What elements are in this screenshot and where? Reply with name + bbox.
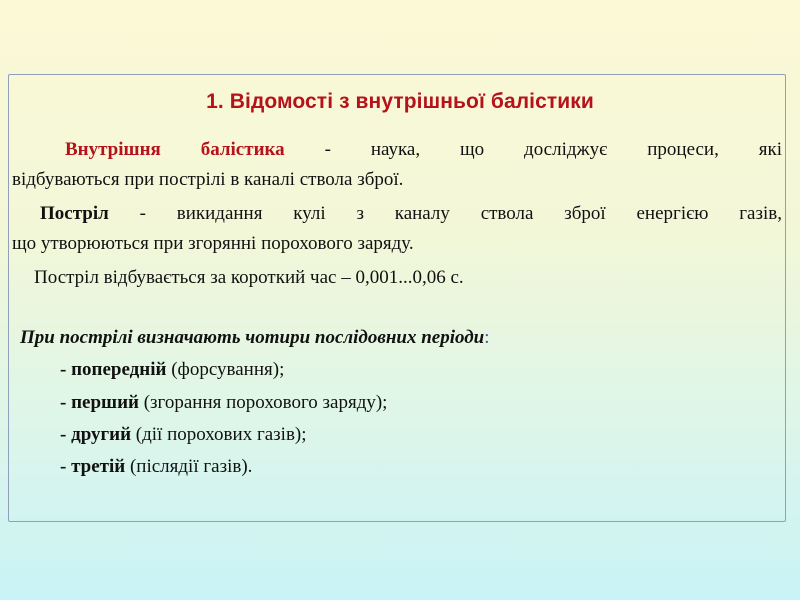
period-term: - третій xyxy=(60,456,126,477)
period-desc: (післядії газів). xyxy=(125,456,253,477)
p1-line1 xyxy=(12,136,782,164)
p2-line1-text: - викидання кулі з каналу ствола зброї енергією газів, xyxy=(108,203,782,224)
period-term: - другий xyxy=(60,424,132,445)
list-item xyxy=(12,421,782,449)
periods-heading-text: При пострілі визначають чотири послідовних періоди xyxy=(20,327,485,348)
period-term: - перший xyxy=(60,392,139,413)
periods-heading-colon: : xyxy=(484,327,490,348)
p1-line1-text: - наука, що досліджує процеси, які xyxy=(284,139,782,160)
list-item xyxy=(12,356,782,384)
periods-heading xyxy=(12,324,782,352)
p2-line2: що утворюються при згорянні порохового заряду. xyxy=(12,233,414,254)
term-internal-ballistics: Внутрішня балістика xyxy=(65,139,285,160)
period-desc: (згорання порохового заряду); xyxy=(138,392,388,413)
period-desc: (дії порохових газів); xyxy=(131,424,307,445)
p1-line2: відбуваються при пострілі в каналі ствола зброї. xyxy=(12,169,404,190)
p3-line: Постріл відбувається за короткий час – 0,001...0,06 с. xyxy=(34,267,464,288)
slide-title: 1. Відомості з внутрішньої балістики xyxy=(206,90,594,113)
period-term: - попередній xyxy=(60,359,167,380)
list-item xyxy=(12,453,782,481)
p2-line1 xyxy=(12,200,782,228)
list-item xyxy=(12,389,782,417)
period-desc: (форсування); xyxy=(166,359,285,380)
term-shot: Постріл xyxy=(40,203,109,224)
